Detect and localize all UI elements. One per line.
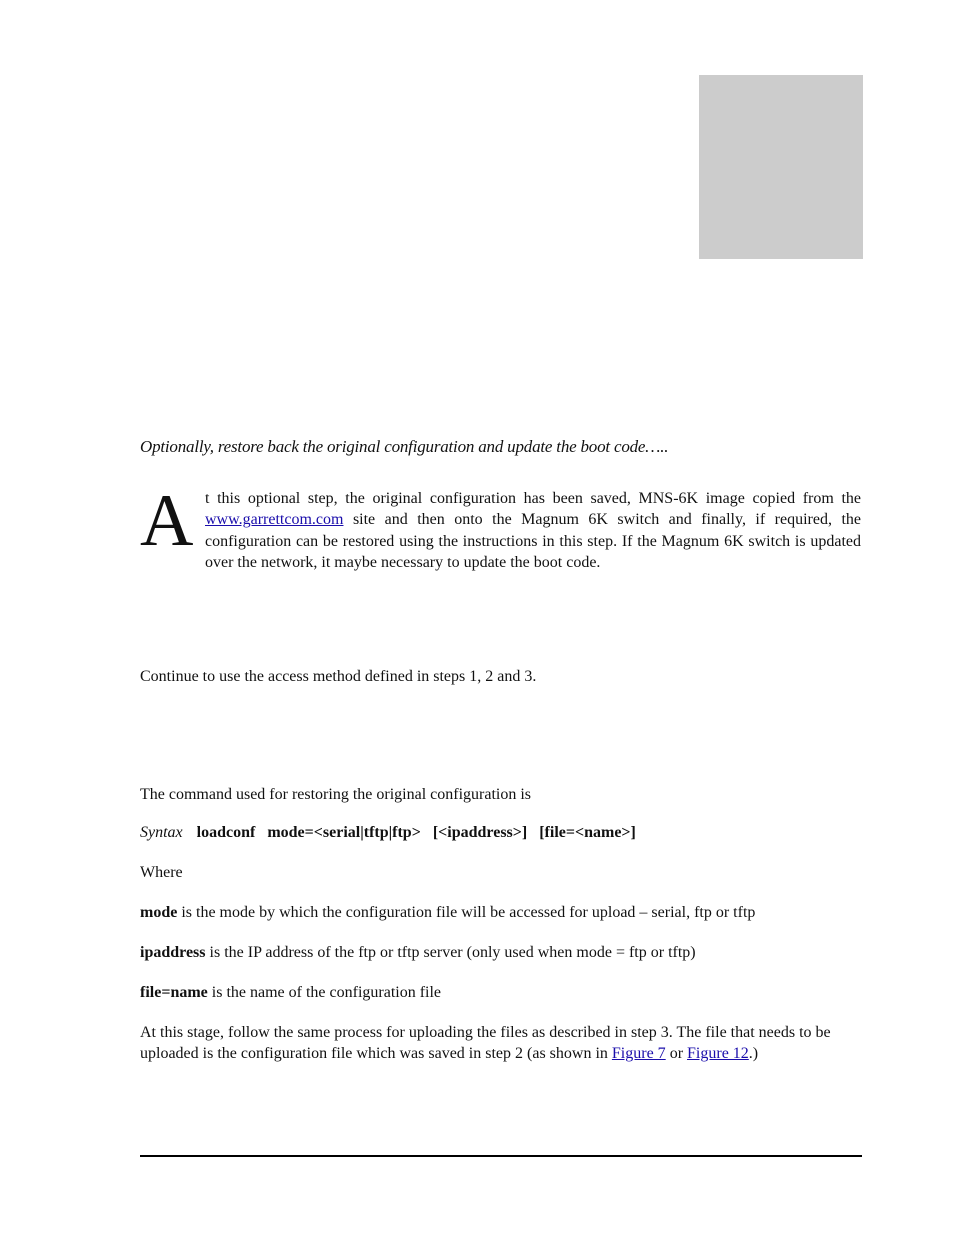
syntax-command: loadconf mode=<serial|tftp|ftp> [<ipaddress>] [file=<name>] — [196, 824, 636, 841]
intro-text: Optionally, restore back the original configuration and update the boot code….. — [140, 437, 669, 456]
chapter-tab-box — [699, 75, 863, 259]
param-desc: is the mode by which the configuration file will be accessed for upload – serial, ftp or tftp — [177, 904, 756, 921]
closing-text-before: At this stage, follow the same process for uploading the files as described in step 3. The file that needs to be uploaded is the configuration file which was saved in step 2 (as shown in — [140, 1024, 831, 1062]
figure-7-link[interactable]: Figure 7 — [611, 1044, 666, 1062]
param-mode — [140, 903, 862, 924]
closing-text-middle: or — [665, 1044, 688, 1062]
param-term: mode — [140, 904, 178, 921]
param-ipaddress — [140, 943, 862, 964]
syntax-line — [140, 823, 862, 844]
dropcap-paragraph — [140, 480, 862, 576]
param-term: file=name — [140, 984, 208, 1001]
access-method-text: Continue to use the access method defined in steps 1, 2 and 3. — [140, 668, 537, 685]
param-term: ipaddress — [140, 944, 206, 961]
where-text: Where — [140, 864, 183, 881]
dropcap-body — [205, 488, 861, 573]
dropcap-text-after-link: site and then onto the Magnum 6K switch and finally, if required, the configuration can be restored using the instructions in this step. If the Magnum 6K switch is updated over the network, it maybe necessary to update the boot code. — [205, 511, 861, 571]
drop-cap-letter: A — [140, 480, 194, 562]
garrettcom-link[interactable]: www.garrettcom.com — [205, 511, 344, 529]
footer-rule — [140, 1155, 862, 1157]
dropcap-text-before-link: t this optional step, the original configuration has been saved, MNS-6K image copied from the — [205, 490, 861, 507]
closing-paragraph — [140, 1023, 862, 1064]
command-intro-text: The command used for restoring the original configuration is — [140, 786, 532, 803]
param-desc: is the IP address of the ftp or tftp server (only used when mode = ftp or tftp) — [205, 944, 696, 961]
param-file — [140, 983, 862, 1004]
syntax-label: Syntax — [140, 824, 183, 841]
param-desc: is the name of the configuration file — [207, 984, 442, 1001]
closing-text-after: .) — [748, 1044, 759, 1062]
figure-12-link[interactable]: Figure 12 — [687, 1044, 749, 1062]
